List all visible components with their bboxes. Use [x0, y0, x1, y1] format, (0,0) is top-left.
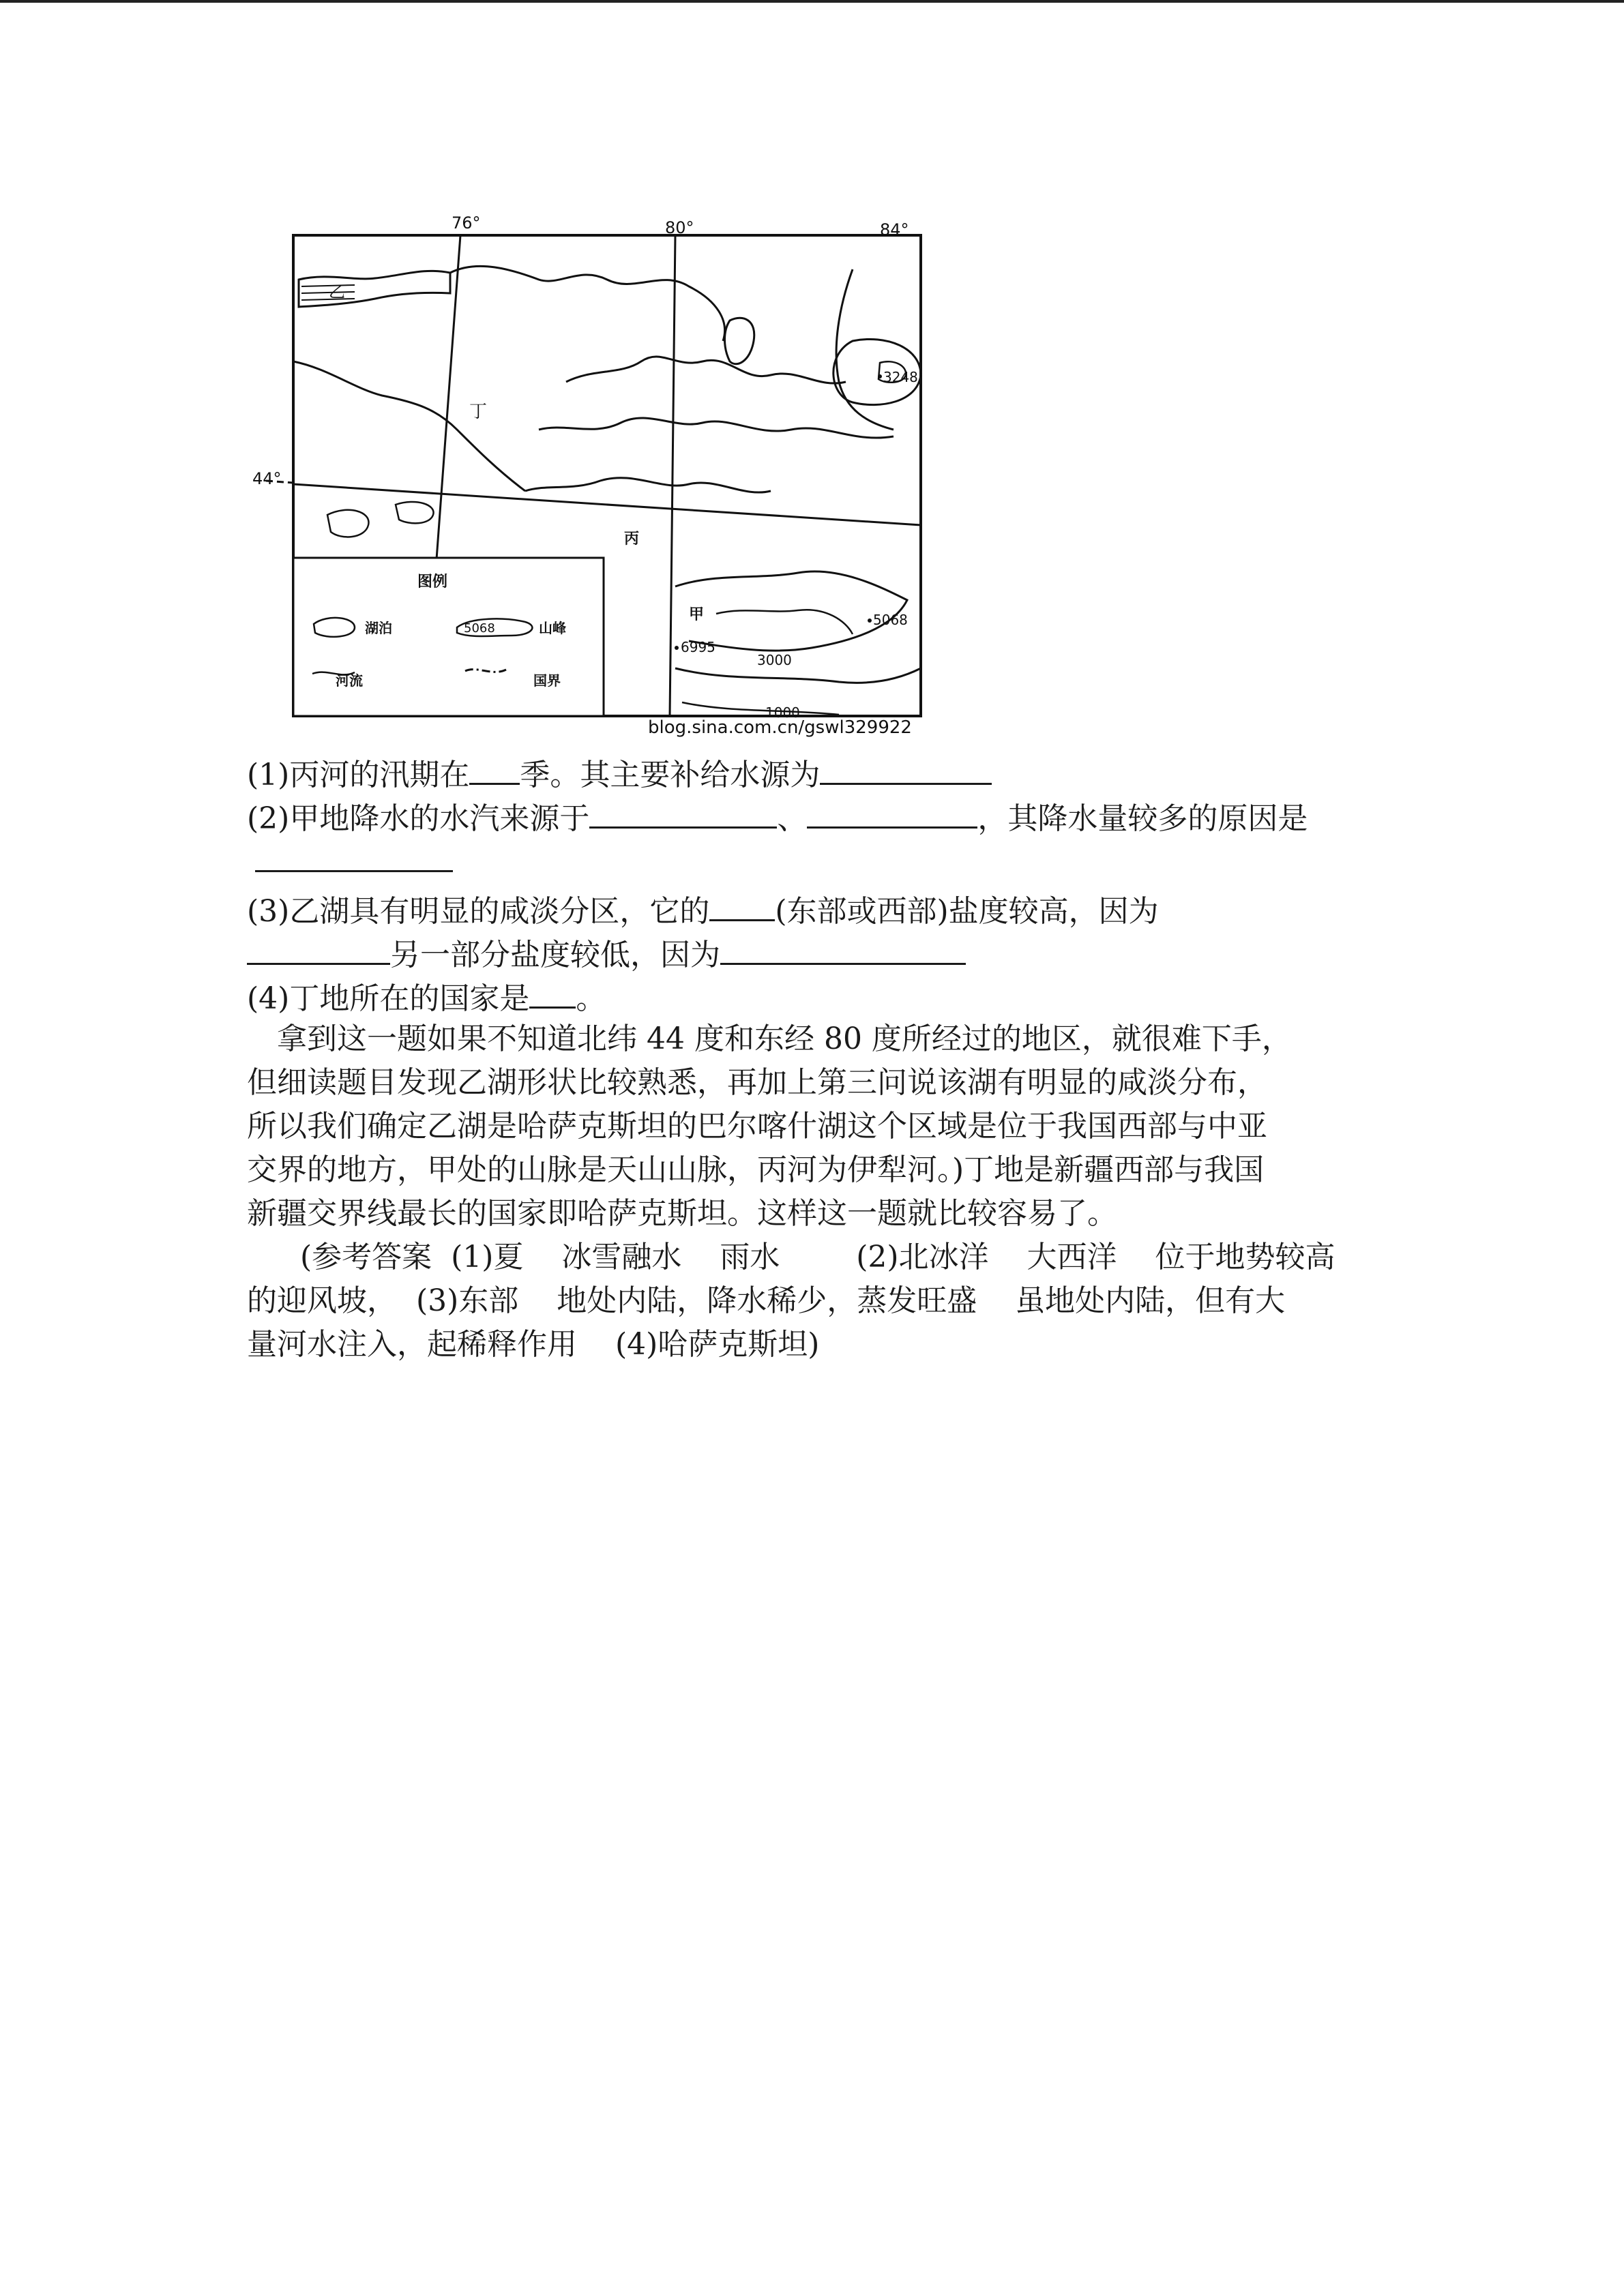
legend-peak: 山峰: [539, 620, 566, 636]
legend-peak-value: 5068: [464, 621, 495, 636]
parallel-44: [293, 484, 921, 525]
analysis-line-5: 新疆交界线最长的国家即哈萨克斯坦。这样这一题就比较容易了。: [247, 1196, 1117, 1231]
map-legend: [293, 558, 604, 716]
blank-q1-source: [820, 750, 992, 785]
question-3: (3)乙湖具有明显的咸淡分区，它的 (东部或西部)盐度较高，因为: [247, 886, 1393, 930]
contour-label-1000: 1000: [765, 704, 800, 721]
analysis-line-3: 所以我们确定乙湖是哈萨克斯坦的巴尔喀什湖这个区域是位于我国西部与中亚: [247, 1109, 1267, 1144]
lon-label-80: 80°: [665, 218, 694, 237]
contour-1000: [682, 702, 839, 715]
map-label-ding: 丁: [469, 402, 488, 422]
peak-3248: 3248: [883, 369, 918, 385]
legend-title: 图例: [417, 573, 448, 591]
answer-line-3: 量河水注入，起稀释作用 (4)哈萨克斯坦): [247, 1327, 820, 1362]
blank-q2-source-2: [807, 794, 977, 829]
analysis-line-2: 但细读题目发现乙湖形状比较熟悉，再加上第三问说该湖有明显的咸淡分布，: [247, 1065, 1267, 1100]
blank-q3-reason-2: [720, 930, 966, 965]
map-label-jia: 甲: [689, 606, 705, 623]
page-top-border: [0, 0, 1624, 3]
answer-line-1: (参考答案 (1)夏 冰雪融水 雨水 (2)北冰洋 大西洋 位于地势较高: [300, 1240, 1335, 1274]
lon-label-76: 76°: [452, 213, 481, 233]
blank-q3-reason-1: [247, 930, 390, 965]
blank-q3-part: [709, 886, 775, 921]
map-label-yi: 乙: [329, 282, 345, 301]
lake-east: [725, 318, 754, 364]
region-map: [252, 205, 969, 750]
river-bing: [525, 478, 771, 492]
river-west: [293, 361, 525, 491]
border-mid: [539, 418, 894, 438]
legend-river: 河流: [336, 672, 363, 689]
lat-label-44: 44°: [252, 469, 282, 488]
answer-line-2: 的迎风坡， (3)东部 地处内陆，降水稀少，蒸发旺盛 虽地处内陆，但有大: [247, 1283, 1286, 1318]
contour-3000: [675, 668, 921, 683]
map-svg: [252, 205, 969, 750]
meridian-76: [437, 235, 460, 559]
lon-label-84: 84°: [880, 220, 909, 239]
contour-label-3000: 3000: [757, 652, 792, 668]
legend-border: 国界: [533, 672, 561, 689]
watermark: blog.sina.com.cn/gswl329922: [648, 717, 912, 738]
river-mid: [566, 357, 846, 383]
peak-5068: 5068: [873, 612, 908, 628]
blank-q1-season: [469, 750, 520, 785]
blank-q2-source-1: [589, 794, 777, 829]
analysis-line-1: 拿到这一题如果不知道北纬 44 度和东经 80 度所经过的地区，就很难下手，: [277, 1022, 1292, 1056]
question-2: (2)甲地降水的水汽来源于 、 ，其降水量较多的原因是: [247, 794, 1393, 837]
legend-lake: 湖泊: [365, 620, 392, 636]
lake-yi: [299, 271, 450, 307]
question-3-cont: 另一部分盐度较低，因为: [247, 930, 1393, 974]
peak-6995: 6995: [681, 639, 715, 655]
border-east: [836, 269, 894, 430]
boundary-north: [450, 266, 725, 341]
analysis-line-4: 交界的地方，甲处的山脉是天山山脉，丙河为伊犁河。)丁地是新疆西部与我国: [247, 1152, 1265, 1187]
question-text: [247, 750, 1393, 1367]
question-2-cont: [247, 837, 1393, 881]
question-1: (1)丙河的汛期在 季。其主要补给水源为: [247, 750, 1393, 794]
blank-q4-country: [529, 974, 576, 1009]
map-label-bing: 丙: [624, 531, 640, 548]
question-4: (4)丁地所在的国家是 。: [247, 974, 1393, 1017]
meridian-80: [670, 235, 675, 716]
blank-q2-reason: [255, 837, 453, 872]
